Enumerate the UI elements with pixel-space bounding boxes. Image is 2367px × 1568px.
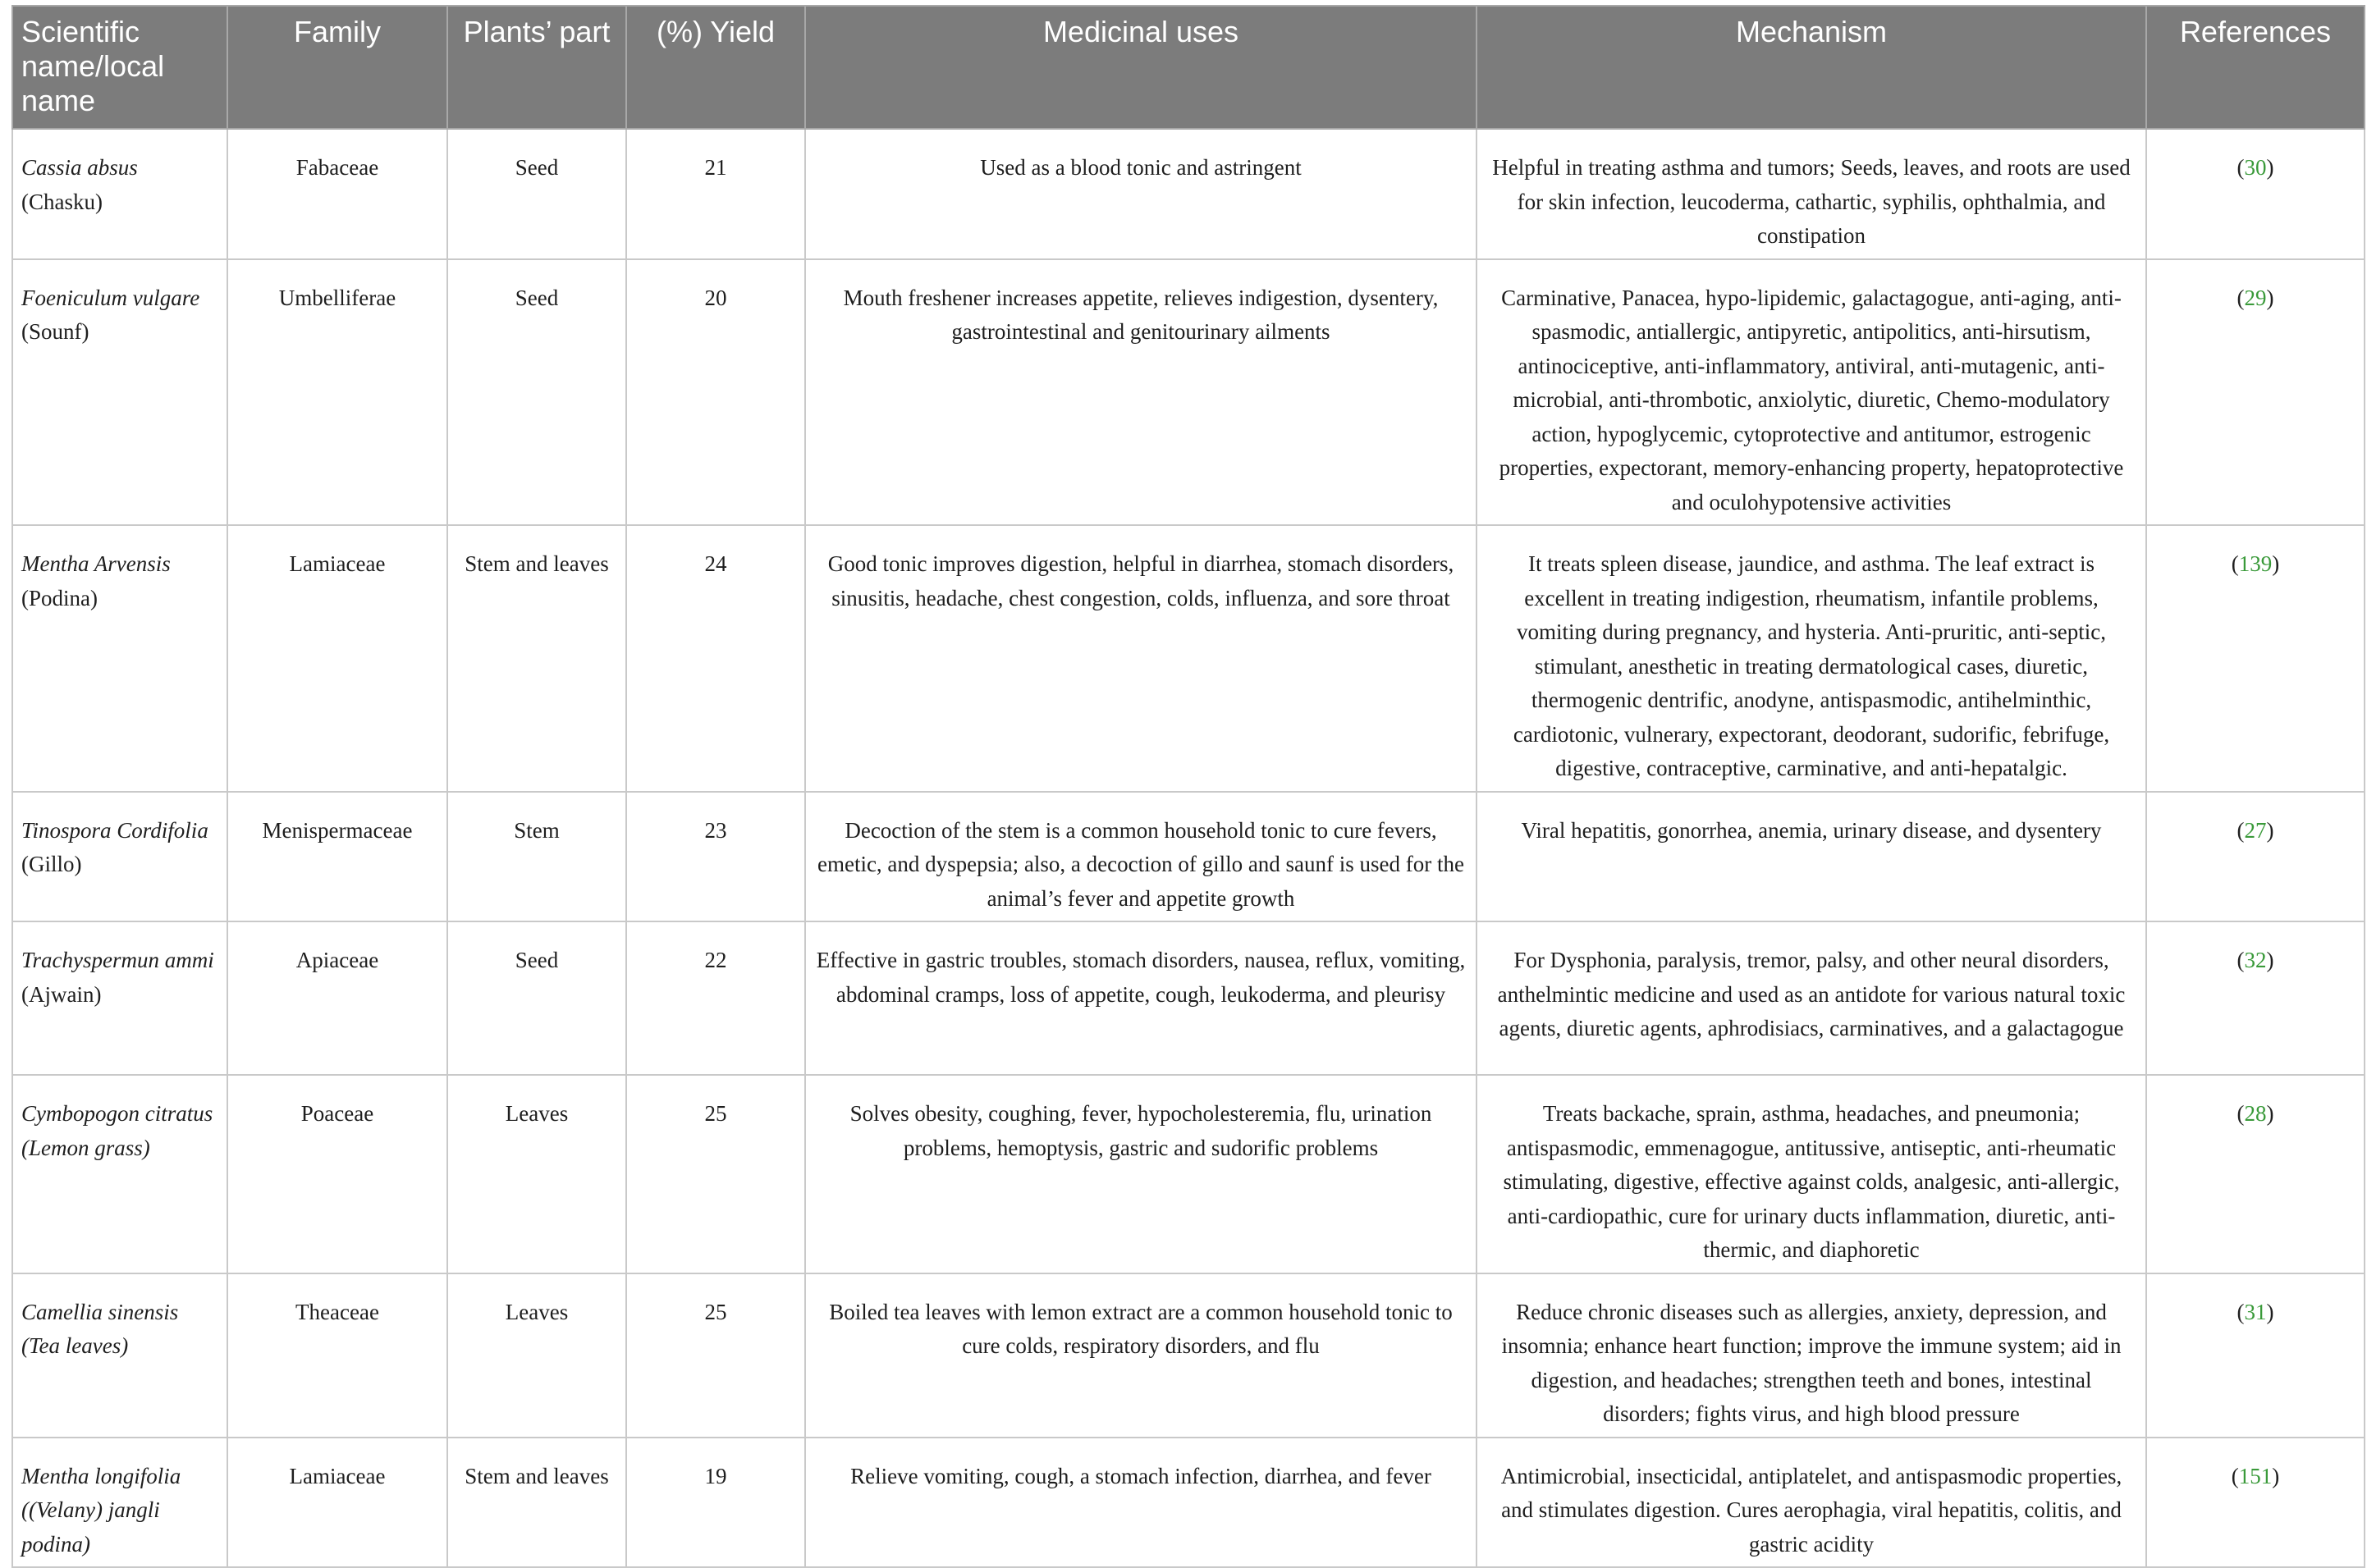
scientific-name: Tinospora Cordifolia	[21, 817, 208, 843]
cell-family: Fabaceae	[227, 129, 447, 259]
cell-mechanism: For Dysphonia, paralysis, tremor, palsy, and other neural disorders, anthelmintic medicine and used as an antidote for various natural toxic agents, diuretic agents, aphrodisiacs, carminatives, and a galactagogue	[1477, 921, 2146, 1075]
reference-link[interactable]: 29	[2244, 285, 2267, 310]
cell-uses: Relieve vomiting, cough, a stomach infection, diarrhea, and fever	[805, 1438, 1477, 1568]
cell-mechanism: Carminative, Panacea, hypo-lipidemic, galactagogue, anti-aging, anti-spasmodic, antiallergic, antipyretic, antipolitics, anti-hirsutism, antinociceptive, anti-inflammatory, antiviral, anti-mutagenic, anti-microbial, anti-thrombotic, anxiolytic, diuretic, Chemo-modulatory action, hypoglycemic, cytoprotective and antitumor, estrogenic properties, expectorant, memory-enhancing property, hepatoprotective and oculohypotensive activities	[1477, 259, 2146, 526]
cell-family: Apiaceae	[227, 921, 447, 1075]
cell-uses: Mouth freshener increases appetite, relieves indigestion, dysentery, gastrointestinal and genitourinary ailments	[805, 259, 1477, 526]
header-mechanism: Mechanism	[1477, 6, 2146, 129]
cell-uses: Solves obesity, coughing, fever, hypocholesteremia, flu, urination problems, hemoptysis, gastric and sudorific problems	[805, 1075, 1477, 1273]
cell-uses: Used as a blood tonic and astringent	[805, 129, 1477, 259]
cell-yield: 25	[626, 1273, 805, 1438]
cell-name	[12, 1273, 227, 1438]
cell-yield: 25	[626, 1075, 805, 1273]
scientific-name: Cymbopogon citratus (Lemon grass)	[21, 1101, 213, 1160]
reference-link[interactable]: 31	[2244, 1299, 2267, 1324]
scientific-name: Camellia sinensis (Tea leaves)	[21, 1299, 179, 1358]
cell-mechanism: Treats backache, sprain, asthma, headaches, and pneumonia; antispasmodic, emmenagogue, antitussive, antiseptic, anti-rheumatic stimulating, digestive, effective against colds, analgesic, anti-allergic, anti-cardiopathic, cure for urinary ducts inflammation, diuretic, anti-thermic, and diaphoretic	[1477, 1075, 2146, 1273]
cell-part: Stem	[447, 792, 626, 922]
table-row	[12, 792, 2365, 922]
cell-part: Stem and leaves	[447, 1438, 626, 1568]
cell-name	[12, 525, 227, 792]
cell-mechanism: Viral hepatitis, gonorrhea, anemia, urinary disease, and dysentery	[1477, 792, 2146, 922]
cell-part: Leaves	[447, 1075, 626, 1273]
cell-name	[12, 259, 227, 526]
cell-uses: Boiled tea leaves with lemon extract are a common household tonic to cure colds, respiratory disorders, and flu	[805, 1273, 1477, 1438]
reference-link[interactable]: 139	[2238, 551, 2273, 576]
cell-reference: (27)	[2146, 792, 2365, 922]
cell-uses: Decoction of the stem is a common household tonic to cure fevers, emetic, and dyspepsia; also, a decoction of gillo and saunf is used for the animal’s fever and appetite growth	[805, 792, 1477, 922]
scientific-name: Cassia absus	[21, 155, 138, 180]
scientific-name: Trachyspermun ammi	[21, 948, 214, 972]
cell-yield: 22	[626, 921, 805, 1075]
header-plants-part: Plants’ part	[447, 6, 626, 129]
cell-uses: Good tonic improves digestion, helpful in diarrhea, stomach disorders, sinusitis, headache, chest congestion, colds, influenza, and sore throat	[805, 525, 1477, 792]
cell-mechanism: Reduce chronic diseases such as allergies, anxiety, depression, and insomnia; enhance heart function; improve the immune system; aid in digestion, and headaches; strengthen teeth and bones, intestinal disorders; fights virus, and high blood pressure	[1477, 1273, 2146, 1438]
cell-mechanism: Helpful in treating asthma and tumors; Seeds, leaves, and roots are used for skin infection, leucoderma, cathartic, syphilis, ophthalmia, and constipation	[1477, 129, 2146, 259]
header-medicinal-uses: Medicinal uses	[805, 6, 1477, 129]
cell-reference: (31)	[2146, 1273, 2365, 1438]
local-name: (Ajwain)	[21, 981, 102, 1007]
cell-family: Theaceae	[227, 1273, 447, 1438]
table-row	[12, 921, 2365, 1075]
cell-yield: 20	[626, 259, 805, 526]
reference-link[interactable]: 28	[2244, 1101, 2267, 1126]
local-name: (Gillo)	[21, 852, 82, 876]
header-yield: (%) Yield	[626, 6, 805, 129]
cell-part: Leaves	[447, 1273, 626, 1438]
cell-family: Umbelliferae	[227, 259, 447, 526]
cell-uses: Effective in gastric troubles, stomach disorders, nausea, reflux, vomiting, abdominal cramps, loss of appetite, cough, leukoderma, and pleurisy	[805, 921, 1477, 1075]
cell-reference: (29)	[2146, 259, 2365, 526]
scientific-name: Foeniculum vulgare	[21, 285, 200, 310]
table-row	[12, 525, 2365, 792]
local-name: (Podina)	[21, 585, 98, 610]
medicinal-plants-table	[11, 5, 2365, 1568]
table-row	[12, 1438, 2365, 1568]
cell-name	[12, 1438, 227, 1568]
cell-family: Poaceae	[227, 1075, 447, 1273]
cell-part: Seed	[447, 129, 626, 259]
reference-link[interactable]: 30	[2244, 155, 2267, 180]
cell-yield: 19	[626, 1438, 805, 1568]
cell-mechanism: Antimicrobial, insecticidal, antiplatelet, and antispasmodic properties, and stimulates digestion. Cures aerophagia, viral hepatitis, colitis, and gastric acidity	[1477, 1438, 2146, 1568]
header-row	[12, 6, 2365, 129]
reference-link[interactable]: 27	[2244, 817, 2267, 843]
cell-name	[12, 792, 227, 922]
cell-yield: 24	[626, 525, 805, 792]
table-row	[12, 1075, 2365, 1273]
cell-mechanism: It treats spleen disease, jaundice, and asthma. The leaf extract is excellent in treating indigestion, rheumatism, infantile problems, vomiting during pregnancy, and hysteria. Anti-pruritic, anti-septic, stimulant, anesthetic in treating dermatological cases, diuretic, thermogenic dentrific, anodyne, antispasmodic, antihelminthic, cardiotonic, vulnerary, expectorant, deodorant, sudorific, febrifuge, digestive, contraceptive, carminative, and anti-hepatalgic.	[1477, 525, 2146, 792]
cell-yield: 21	[626, 129, 805, 259]
cell-part: Seed	[447, 921, 626, 1075]
cell-yield: 23	[626, 792, 805, 922]
table-row	[12, 1273, 2365, 1438]
table-row	[12, 129, 2365, 259]
cell-reference: (30)	[2146, 129, 2365, 259]
local-name: (Sounf)	[21, 319, 89, 344]
header-scientific-name: Scientific name/local name	[12, 6, 227, 129]
cell-family: Menispermaceae	[227, 792, 447, 922]
local-name: (Chasku)	[21, 189, 103, 214]
cell-part: Stem and leaves	[447, 525, 626, 792]
cell-name	[12, 921, 227, 1075]
cell-name	[12, 129, 227, 259]
scientific-name: Mentha Arvensis	[21, 551, 171, 576]
cell-reference: (139)	[2146, 525, 2365, 792]
reference-link[interactable]: 151	[2238, 1463, 2273, 1488]
cell-family: Lamiaceae	[227, 1438, 447, 1568]
header-family: Family	[227, 6, 447, 129]
cell-name	[12, 1075, 227, 1273]
table-body	[12, 129, 2365, 1567]
reference-link[interactable]: 32	[2244, 948, 2267, 972]
header-references: References	[2146, 6, 2365, 129]
cell-family: Lamiaceae	[227, 525, 447, 792]
table-row	[12, 259, 2365, 526]
scientific-name: Mentha longifolia ((Velany) jangli podina)	[21, 1463, 181, 1557]
cell-part: Seed	[447, 259, 626, 526]
medicinal-plants-table-container	[11, 5, 2364, 1557]
cell-reference: (151)	[2146, 1438, 2365, 1568]
cell-reference: (28)	[2146, 1075, 2365, 1273]
cell-reference: (32)	[2146, 921, 2365, 1075]
table-header	[12, 6, 2365, 129]
